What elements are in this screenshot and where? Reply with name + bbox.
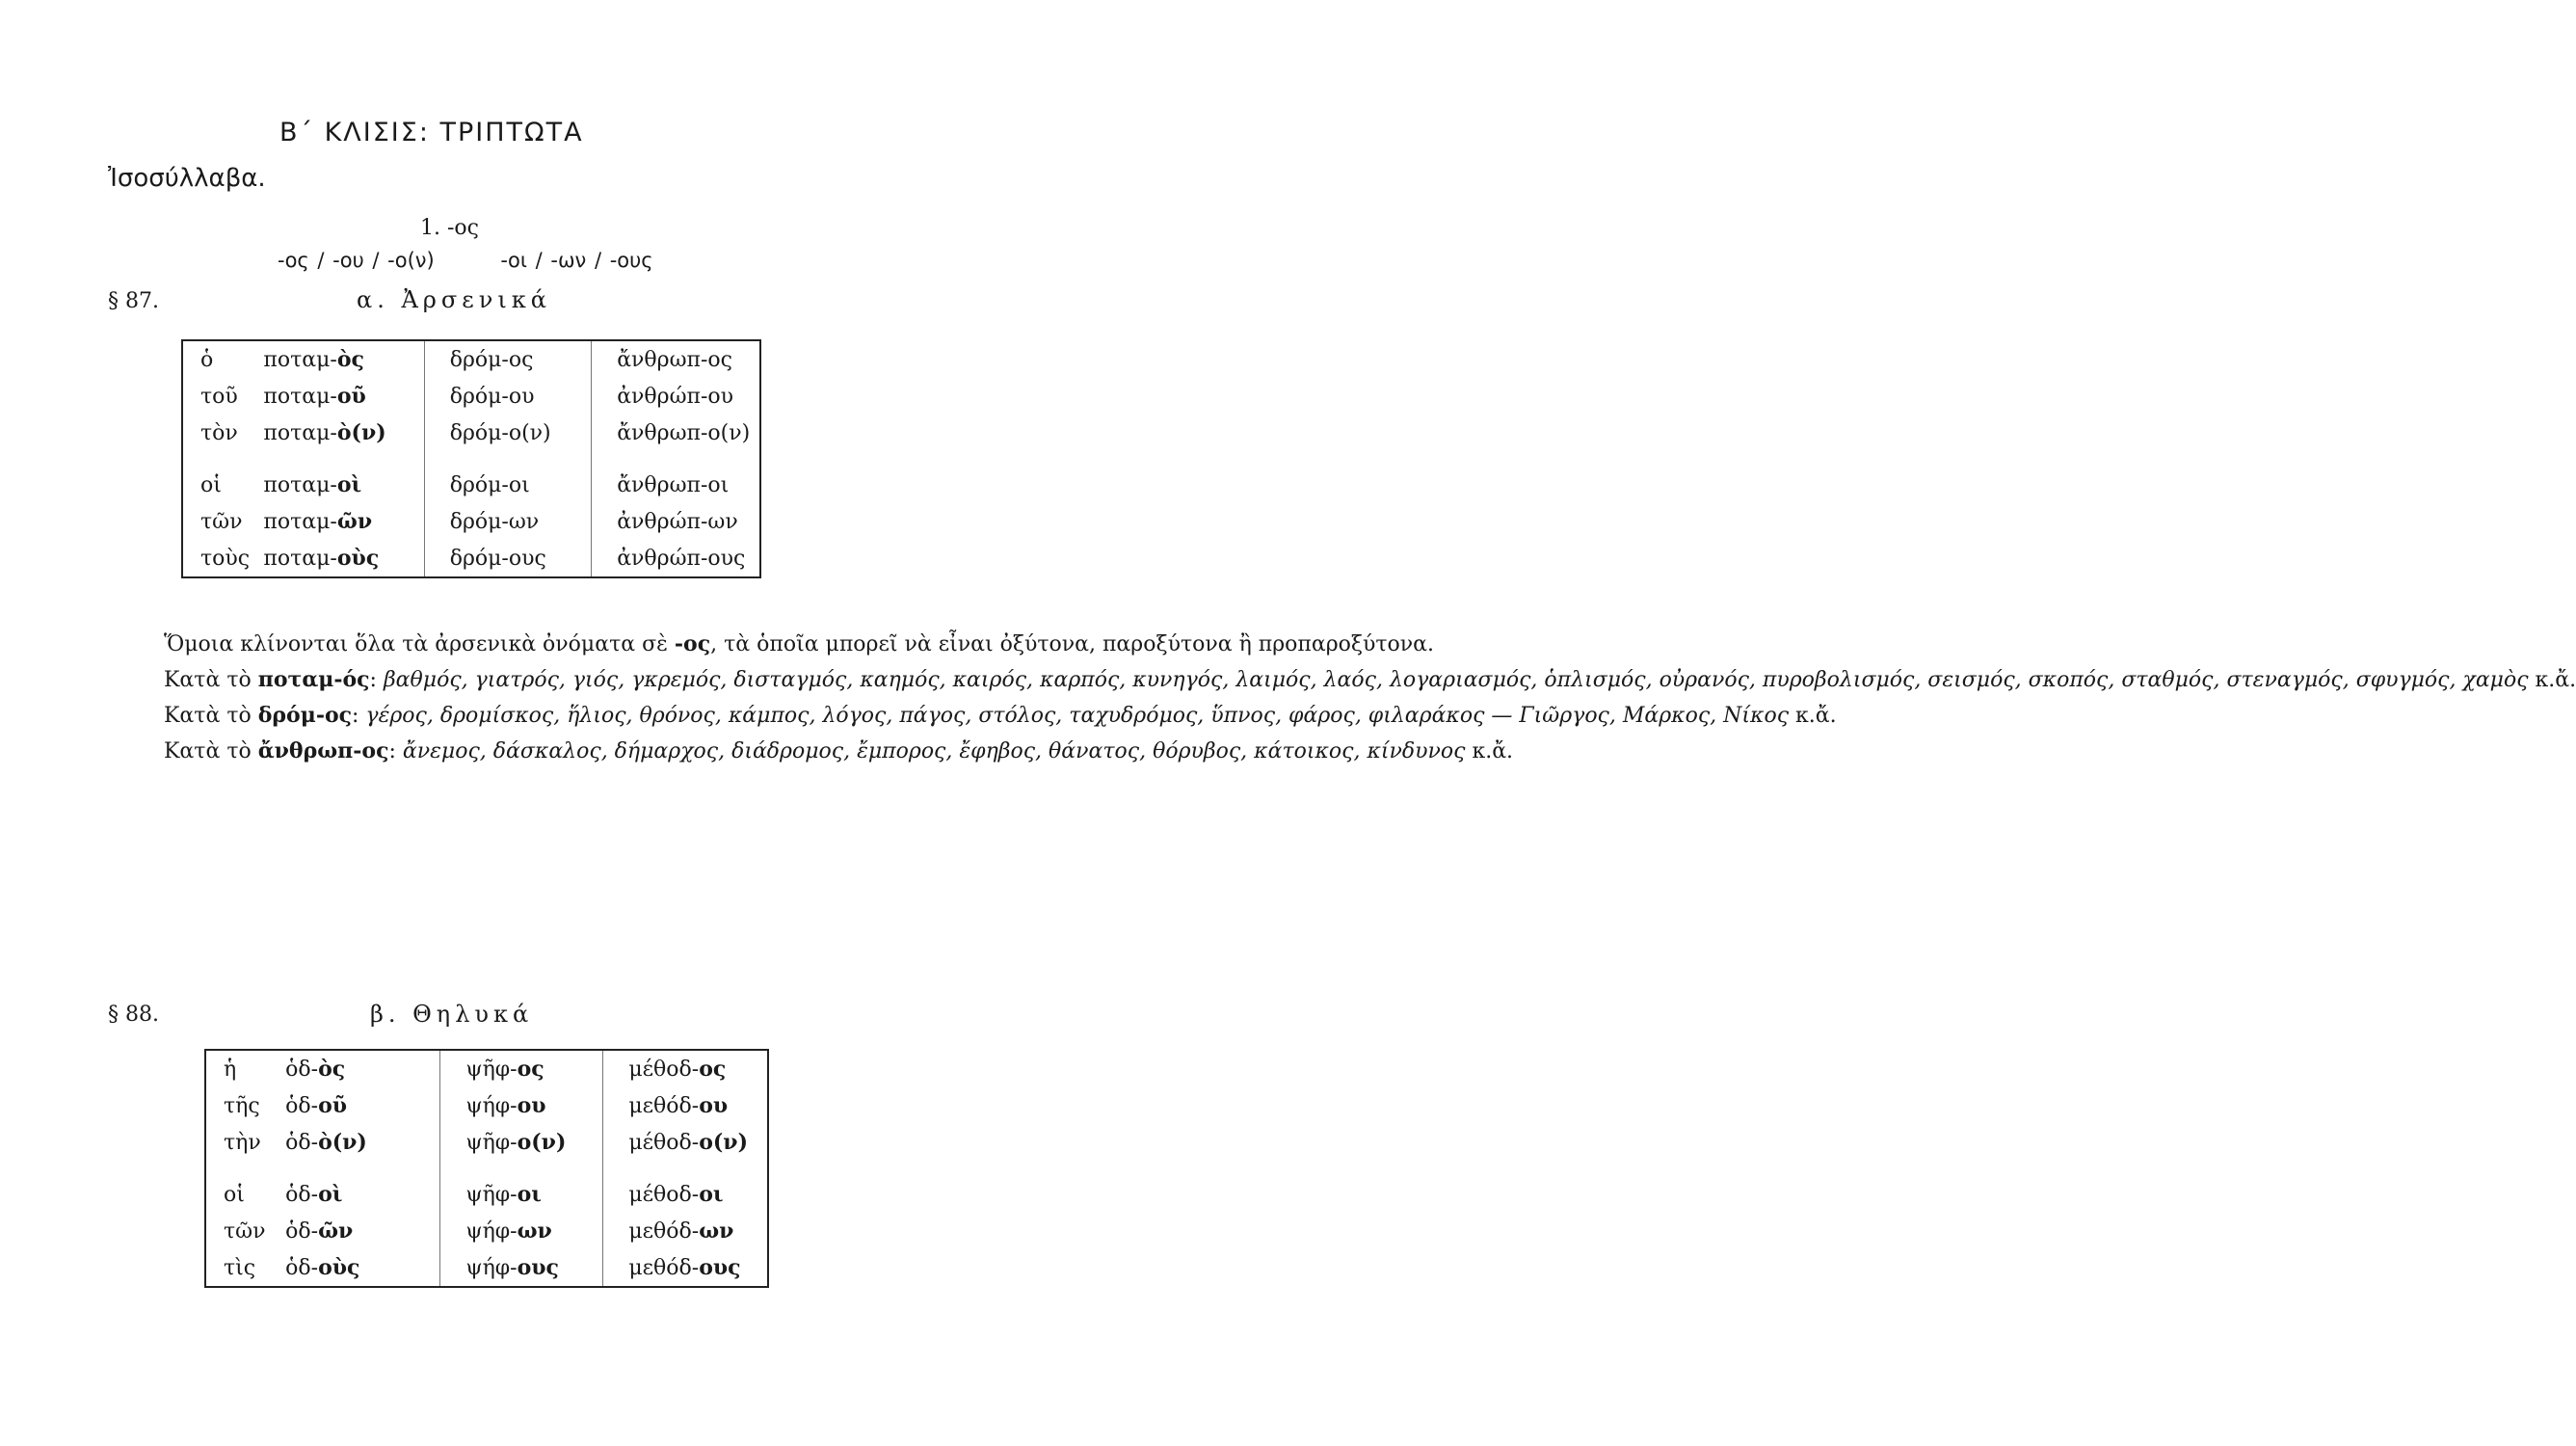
form-col-3: μέθοδ-οι — [628, 1182, 724, 1207]
form-col-1: ὁδ-οὺς — [285, 1249, 440, 1287]
table-row — [205, 1213, 768, 1249]
form-col-2: ψήφ-ων — [440, 1213, 603, 1249]
article: ὁ — [200, 347, 214, 372]
form-col-1: ὁδ-ὸς — [285, 1050, 440, 1087]
article: τὶς — [224, 1255, 256, 1280]
form-col-2: ψῆφ-οι — [440, 1176, 603, 1213]
form-col-3: ἀνθρώπ-ων — [617, 509, 738, 534]
form-col-3: μεθόδ-ου — [628, 1093, 729, 1118]
section-label: Ἰσοσύλλαβα. — [108, 164, 266, 193]
masculine-declension-table — [181, 339, 761, 578]
table-row — [182, 378, 760, 415]
article: τῶν — [200, 509, 243, 534]
form-col-1: ὁδ-οὶ — [285, 1176, 440, 1213]
form-col-3: μέθοδ-ο(ν) — [628, 1130, 748, 1155]
form-col-3: μεθόδ-ους — [628, 1255, 741, 1280]
form-col-2: δρόμ-ος — [424, 340, 591, 378]
form-col-3: μεθόδ-ων — [628, 1218, 734, 1244]
table-row — [205, 1249, 768, 1287]
table-row — [205, 1176, 768, 1213]
subsection-number: 1. -ος — [420, 216, 479, 240]
form-col-1: ὁδ-ὸ(ν) — [285, 1124, 440, 1161]
form-col-3: μέθοδ-ος — [628, 1057, 727, 1082]
endings-line — [278, 249, 653, 272]
table-row — [182, 540, 760, 577]
article: ἡ — [224, 1057, 237, 1082]
form-col-2: δρόμ-ο(ν) — [424, 415, 591, 451]
table-row — [205, 1087, 768, 1124]
article: τοῦ — [200, 384, 238, 409]
article: οἱ — [224, 1182, 245, 1207]
table-row — [205, 1050, 768, 1087]
form-col-1: ποταμ-οὶ — [263, 467, 424, 503]
article: οἱ — [200, 472, 222, 497]
form-col-2: δρόμ-ους — [424, 540, 591, 577]
form-col-3: ἄνθρωπ-ο(ν) — [617, 420, 751, 445]
form-col-1: ποταμ-οὺς — [263, 540, 424, 577]
form-col-1: ποταμ-ὸς — [263, 340, 424, 378]
form-col-1: ὁδ-ῶν — [285, 1213, 440, 1249]
singular-endings: -ος / -ου / -ο(ν) — [278, 249, 435, 272]
form-col-3: ἀνθρώπ-ου — [617, 384, 734, 409]
article: τῶν — [224, 1218, 266, 1244]
form-col-1: ποταμ-ὸ(ν) — [263, 415, 424, 451]
feminine-declension-table — [204, 1049, 769, 1288]
plural-endings: -οι / -ων / -ους — [500, 249, 653, 272]
form-col-2: δρόμ-ων — [424, 503, 591, 540]
table-row — [182, 467, 760, 503]
form-col-2: δρόμ-ου — [424, 378, 591, 415]
table-row — [182, 340, 760, 378]
paragraph-1: Ὅμοια κλίνονται ὅλα τὰ ἀρσενικὰ ὀνόματα σὲ -ος, τὰ ὁποῖα μπορεῖ νὰ εἶναι ὀξύτονα, παροξύτονα ἢ προπαροξύτονα. — [164, 631, 1435, 656]
paragraph-anthropos: Κατὰ τὸ ἄνθρωπ-ος: ἄνεμος, δάσκαλος, δήμαρχος, διάδρομος, ἔμπορος, ἔφηβος, θάνατος, θόρυβος, κάτοικος, κίνδυνος κ.ἄ. — [164, 738, 1514, 763]
form-col-1: ὁδ-οῦ — [285, 1087, 440, 1124]
article: τοὺς — [200, 546, 251, 571]
form-col-1: ποταμ-ῶν — [263, 503, 424, 540]
form-col-3: ἀνθρώπ-ους — [617, 546, 746, 571]
form-col-2: ψῆφ-ο(ν) — [440, 1124, 603, 1161]
form-col-1: ποταμ-οῦ — [263, 378, 424, 415]
form-col-2: δρόμ-οι — [424, 467, 591, 503]
article: τῆς — [224, 1093, 260, 1118]
paragraph-number-87: § 87. — [108, 289, 159, 313]
form-col-2: ψήφ-ου — [440, 1087, 603, 1124]
paragraph-potamos: Κατὰ τὸ ποταμ-ός: βαθμός, γιατρός, γιός, γκρεμός, δισταγμός, καημός, καιρός, καρπός, κυνηγός, λαιμός, λαός, λογαριασμός, ὁπλισμός, οὐρανός, πυροβολισμός, σεισμός, σκοπός, σταθμός, στεναγμός, σφυγμός, χαμὸς κ.ἄ. — [164, 667, 2576, 692]
feminine-heading: β. Θηλυκά — [370, 1001, 534, 1028]
form-col-3: ἄνθρωπ-ος — [617, 347, 732, 372]
article: τὸν — [200, 420, 238, 445]
table-row — [182, 415, 760, 451]
chapter-title: Β΄ ΚΛΙΣΙΣ: ΤΡΙΠΤΩΤΑ — [279, 118, 584, 147]
form-col-2: ψήφ-ους — [440, 1249, 603, 1287]
article: τὴν — [224, 1130, 261, 1155]
masculine-heading: α. Ἀρσενικά — [357, 286, 551, 313]
paragraph-number-88: § 88. — [108, 1003, 159, 1027]
paragraph-dromos: Κατὰ τὸ δρόμ-ος: γέρος, δρομίσκος, ἥλιος, θρόνος, κάμπος, λόγος, πάγος, στόλος, ταχυδρόμος, ὕπνος, φάρος, φιλαράκος — Γιῶργος, Μάρκος, Νίκος κ.ἄ. — [164, 703, 1837, 728]
body-text — [108, 627, 2576, 769]
form-col-3: ἄνθρωπ-οι — [617, 472, 730, 497]
form-col-2: ψῆφ-ος — [440, 1050, 603, 1087]
table-row — [182, 503, 760, 540]
table-row — [205, 1124, 768, 1161]
